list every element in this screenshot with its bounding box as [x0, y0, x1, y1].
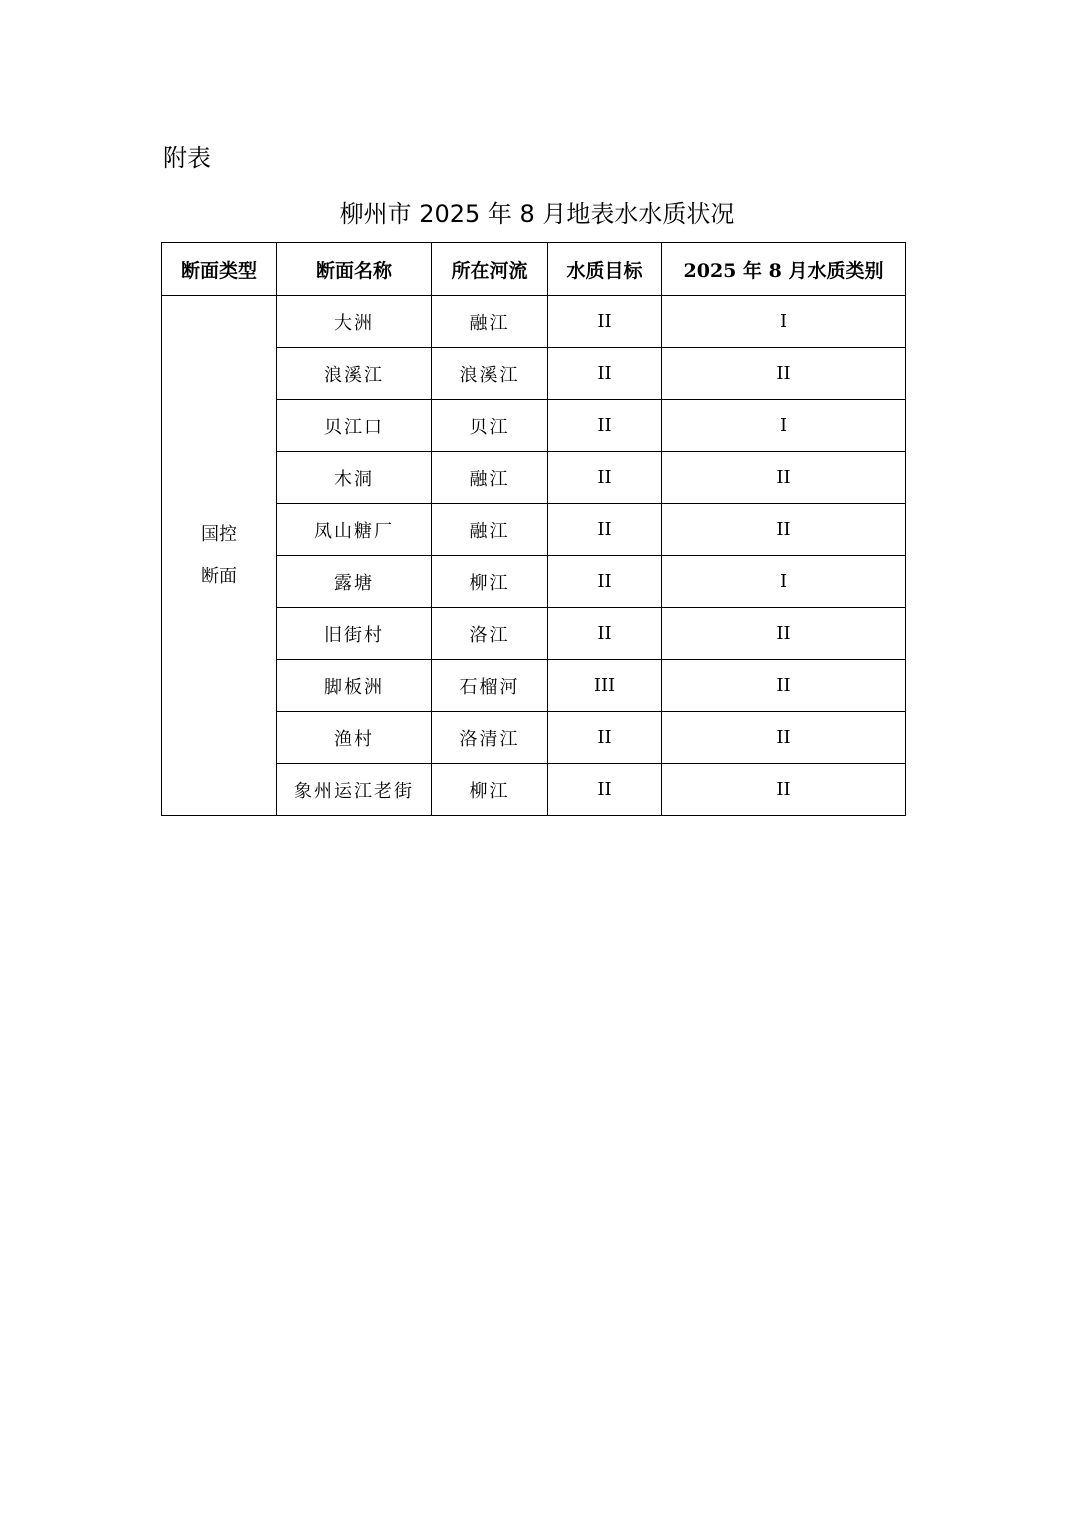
target-cell: II: [548, 504, 662, 556]
header-river: 所在河流: [432, 243, 548, 296]
target-cell: II: [548, 400, 662, 452]
section-type-cell: [162, 296, 277, 816]
river-cell: 贝江: [432, 400, 548, 452]
category-cell: II: [662, 712, 906, 764]
header-section-name: 断面名称: [277, 243, 432, 296]
target-cell: II: [548, 608, 662, 660]
document-title: 柳州市 2025 年 8 月地表水水质状况: [339, 200, 735, 228]
target-cell: III: [548, 660, 662, 712]
section-name-cell: 脚板洲: [277, 660, 432, 712]
river-cell: 融江: [432, 504, 548, 556]
section-name-cell: 凤山糖厂: [277, 504, 432, 556]
appendix-label: 附表: [163, 144, 211, 172]
category-cell: II: [662, 764, 906, 816]
water-quality-table: [161, 242, 906, 816]
category-cell: I: [662, 296, 906, 348]
category-cell: I: [662, 556, 906, 608]
target-cell: II: [548, 764, 662, 816]
section-name-cell: 浪溪江: [277, 348, 432, 400]
section-type-line-2: 断面: [201, 565, 237, 587]
river-cell: 融江: [432, 296, 548, 348]
category-cell: I: [662, 400, 906, 452]
target-cell: II: [548, 348, 662, 400]
target-cell: II: [548, 296, 662, 348]
table-row: [162, 296, 906, 348]
section-name-cell: 贝江口: [277, 400, 432, 452]
target-cell: II: [548, 452, 662, 504]
target-cell: II: [548, 712, 662, 764]
category-cell: II: [662, 608, 906, 660]
category-cell: II: [662, 504, 906, 556]
header-quality-category: 2025 年 8 月水质类别: [662, 243, 906, 296]
river-cell: 浪溪江: [432, 348, 548, 400]
table-header-row: [162, 243, 906, 296]
river-cell: 洛清江: [432, 712, 548, 764]
river-cell: 石榴河: [432, 660, 548, 712]
target-cell: II: [548, 556, 662, 608]
section-name-cell: 渔村: [277, 712, 432, 764]
section-name-cell: 木洞: [277, 452, 432, 504]
header-quality-target: 水质目标: [548, 243, 662, 296]
river-cell: 柳江: [432, 764, 548, 816]
river-cell: 融江: [432, 452, 548, 504]
category-cell: II: [662, 660, 906, 712]
section-name-cell: 旧街村: [277, 608, 432, 660]
section-name-cell: 象州运江老街: [277, 764, 432, 816]
section-name-cell: 露塘: [277, 556, 432, 608]
category-cell: II: [662, 348, 906, 400]
river-cell: 柳江: [432, 556, 548, 608]
section-name-cell: 大洲: [277, 296, 432, 348]
section-type-line-1: 国控: [201, 523, 237, 545]
header-section-type: 断面类型: [162, 243, 277, 296]
river-cell: 洛江: [432, 608, 548, 660]
category-cell: II: [662, 452, 906, 504]
